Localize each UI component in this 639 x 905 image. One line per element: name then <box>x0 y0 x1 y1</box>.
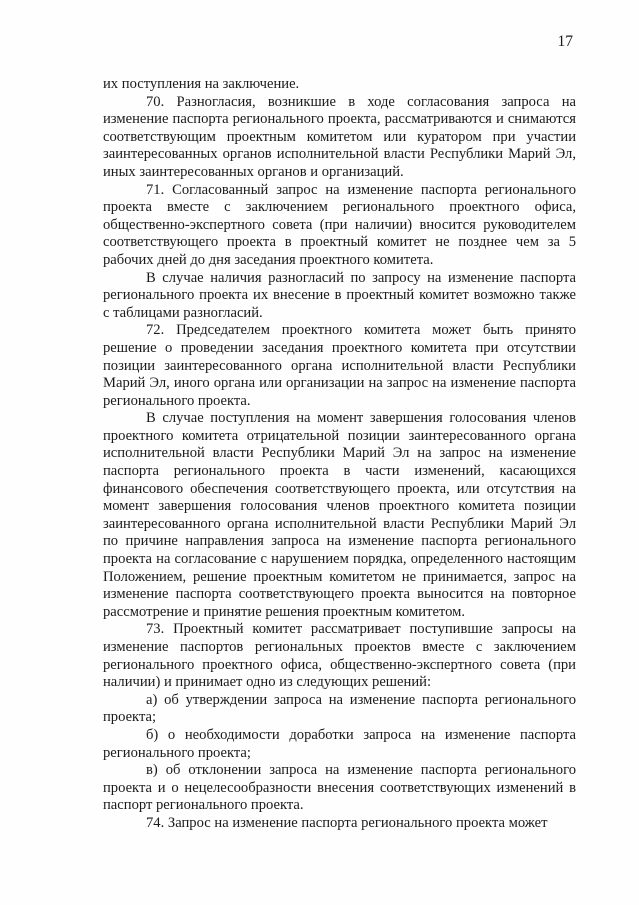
page-number: 17 <box>557 33 573 50</box>
decision-item-a: а) об утверждении запроса на изменение паспорта регионального проекта; <box>103 691 576 726</box>
decision-item-c: в) об отклонении запроса на изменение паспорта регионального проекта и о нецелесообразности внесения соответствующих изменений в паспорт регионального проекта. <box>103 762 576 814</box>
decision-item-b: б) о необходимости доработки запроса на изменение паспорта регионального проекта; <box>103 726 576 761</box>
paragraph-73: 73. Проектный комитет рассматривает поступившие запросы на изменение паспортов региональных проектов вместе с заключением регионального проектного офиса, общественно-экспертного совета (при наличии) и принимает одно из следующих решений: <box>103 621 576 691</box>
paragraph-71: 71. Согласованный запрос на изменение паспорта регионального проекта вместе с заключением регионального проектного офиса, общественно-экспертного совета (при наличии) вносится руководителем соответствующего проекта в проектный комитет не позднее чем за 5 рабочих дней до дня заседания проектного комитета. <box>103 181 576 268</box>
paragraph-72-negative-position: В случае поступления на момент завершения голосования членов проектного комитета отрицательной позиции заинтересованного органа исполнительной власти Республики Марий Эл на запрос на изменение паспорта регионального проекта в части изменений, касающихся финансового обеспечения соответствующего проекта, или отсутствия на момент завершения голосования членов проектного комитета позиции заинтересованного органа исполнительной власти Республики Марий Эл по причине направления запроса на изменение паспорта регионального проекта на согласование с нарушением порядка, определенного настоящим Положением, решение проектным комитетом не принимается, запрос на изменение паспорта соответствующего проекта выносится на повторное рассмотрение и принятие решения проектным комитетом. <box>103 410 576 620</box>
paragraph-74: 74. Запрос на изменение паспорта регионального проекта может <box>146 814 548 831</box>
paragraph-71-disagreements: В случае наличия разногласий по запросу на изменение паспорта регионального проекта их внесение в проектный комитет возможно также с таблицами разногласий. <box>103 269 576 321</box>
document-body <box>103 76 576 833</box>
paragraph-70: 70. Разногласия, возникшие в ходе согласования запроса на изменение паспорта регионального проекта, рассматриваются и снимаются соответствующим проектным комитетом или куратором при участии заинтересованных органов исполнительной власти Республики Марий Эл, иных заинтересованных органов и организаций. <box>103 93 576 180</box>
paragraph-72: 72. Председателем проектного комитета может быть принято решение о проведении заседания проектного комитета при отсутствии позиции заинтересованного органа исполнительной власти Республики Марий Эл, иного органа или организации на запрос на изменение паспорта регионального проекта. <box>103 322 576 409</box>
paragraph-continuation: их поступления на заключение. <box>103 76 300 92</box>
